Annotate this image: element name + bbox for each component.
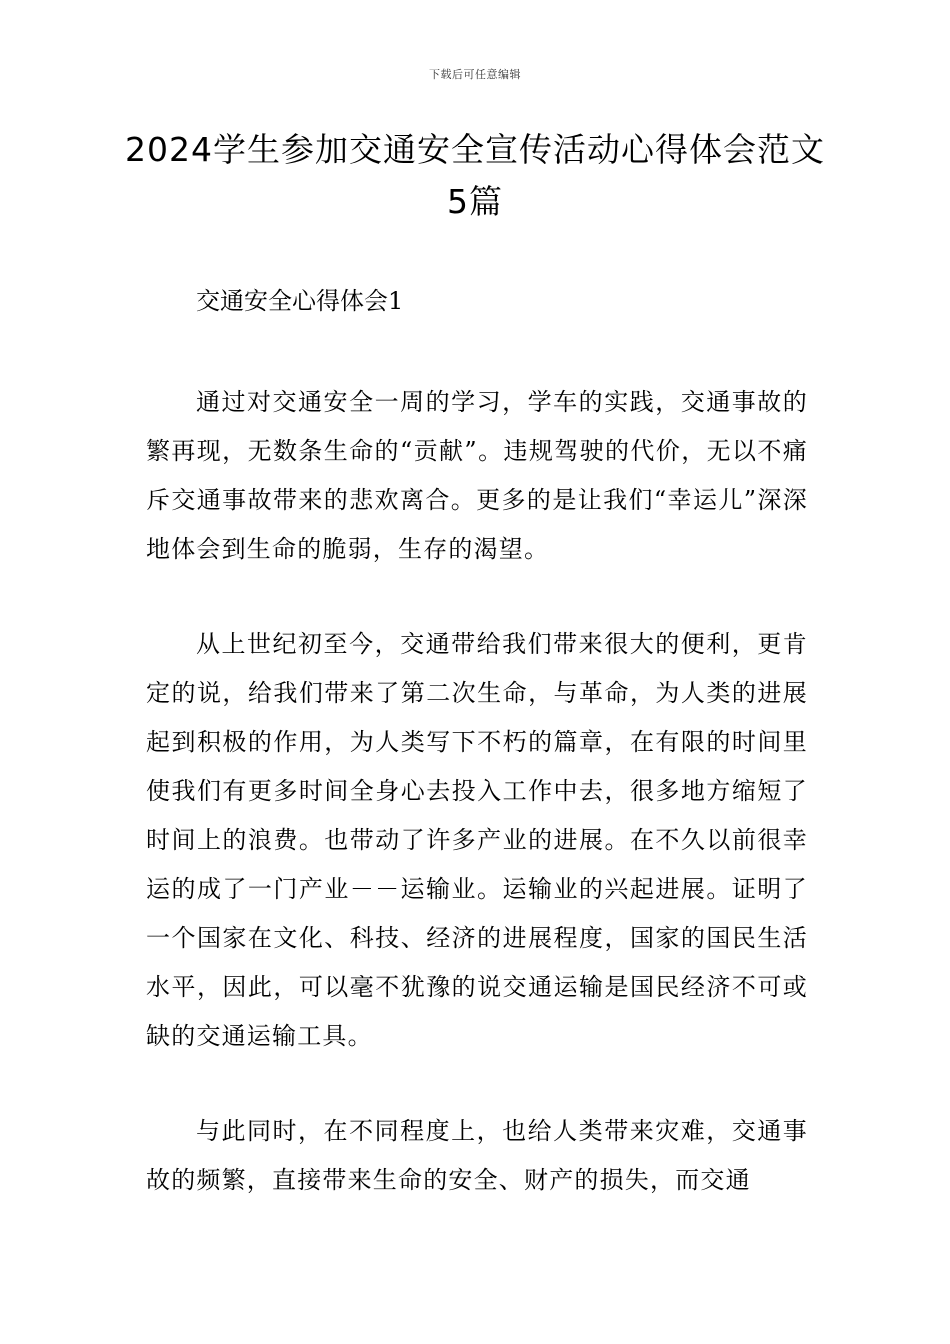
paragraph: 通过对交通安全一周的学习，学车的实践，交通事故的繁再现，无数条生命的“贡献”。违规驾驶的代价，无以不痛斥交通事故带来的悲欢离合。更多的是让我们“幸运儿”深深地体会到生命的脆弱，生存的渴望。 [146,388,808,563]
paragraph: 与此同时，在不同程度上，也给人类带来灾难，交通事故的频繁，直接带来生命的安全、财产的损失，而交通 [146,1117,808,1194]
body-text [146,378,808,1251]
paragraph: 从上世纪初至今，交通带给我们带来很大的便利，更肯定的说，给我们带来了第二次生命，与革命，为人类的进展起到积极的作用，为人类写下不朽的篇章，在有限的时间里使我们有更多时间全身心去投入工作中去，很多地方缩短了时间上的浪费。也带动了许多产业的进展。在不久以前很幸运的成了一门产业－－运输业。运输业的兴起进展。证明了一个国家在文化、科技、经济的进展程度，国家的国民生活水平，因此，可以毫不犹豫的说交通运输是国民经济不可或缺的交通运输工具。 [146,630,808,1050]
header-note: 下载后可任意编辑 [429,68,521,81]
section-heading: 交通安全心得体会1 [196,287,404,315]
document-title: 2024学生参加交通安全宣传活动心得体会范文5篇 [125,130,825,221]
